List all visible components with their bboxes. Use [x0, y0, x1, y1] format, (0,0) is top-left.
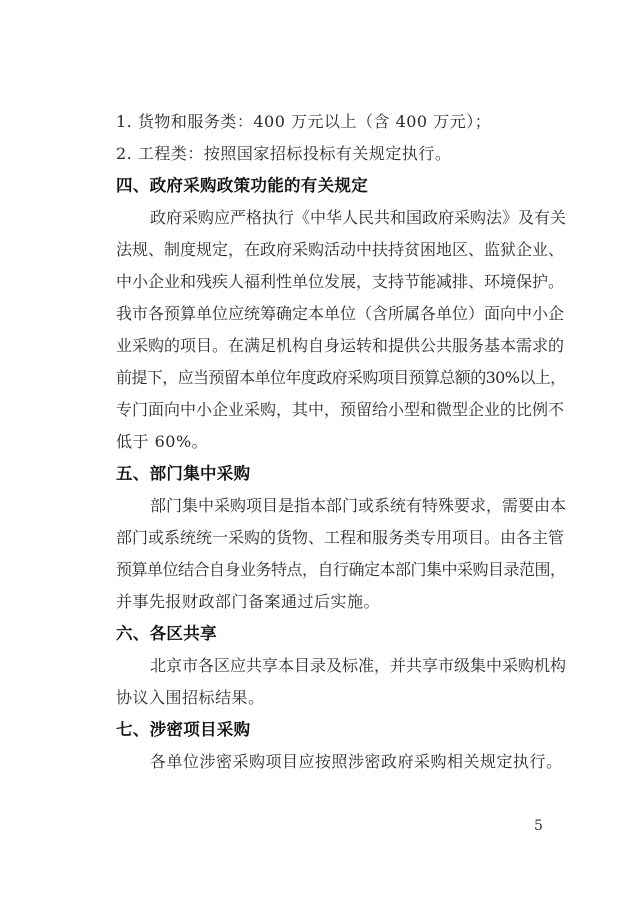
paragraph-line: 我市各预算单位应统筹确定本单位（含所属各单位）面向中小企 [116, 304, 565, 323]
document-body [116, 106, 566, 778]
paragraph-line: 法规、制度规定，在政府采购活动中扶持贫困地区、监狱企业、 [116, 240, 565, 259]
paragraph-line: 并事先报财政部门备案通过后实施。 [116, 592, 381, 611]
paragraph-line: 政府采购应严格执行《中华人民共和国政府采购法》及有关 [150, 208, 567, 227]
paragraph-line: 低于 60%。 [116, 432, 209, 451]
list-item-goods-services: 1. 货物和服务类：400 万元以上（含 400 万元）； [116, 112, 492, 131]
paragraph-line: 北京市各区应共享本目录及标准，并共享市级集中采购机构 [150, 656, 567, 675]
page-number: 5 [534, 818, 543, 834]
paragraph-line: 部门集中采购项目是指本部门或系统有特殊要求，需要由本 [150, 496, 567, 515]
paragraph-line: 部门或系统统一采购的货物、工程和服务类专用项目。由各主管 [116, 528, 565, 547]
paragraph-line: 专门面向中小企业采购，其中，预留给小型和微型企业的比例不 [116, 400, 565, 419]
list-item-engineering: 2. 工程类：按照国家招标投标有关规定执行。 [116, 144, 452, 163]
paragraph-line: 各单位涉密采购项目应按照涉密政府采购相关规定执行。 [150, 752, 563, 771]
paragraph-line: 预算单位结合自身业务特点，自行确定本部门集中采购目录范围， [116, 560, 566, 579]
section-heading-policy-functions: 四、政府采购政策功能的有关规定 [116, 176, 368, 195]
section-heading-department-procurement: 五、部门集中采购 [116, 464, 251, 483]
paragraph-line: 前提下，应当预留本单位年度政府采购项目预算总额的30%以上， [116, 368, 566, 387]
section-heading-classified-procurement: 七、涉密项目采购 [116, 720, 251, 739]
paragraph-line: 中小企业和残疾人福利性单位发展，支持节能减排、环境保护。 [116, 272, 565, 291]
section-heading-district-sharing: 六、各区共享 [116, 624, 217, 643]
paragraph-line: 协议入围招标结果。 [116, 688, 265, 707]
paragraph-line: 业采购的项目。在满足机构自身运转和提供公共服务基本需求的 [116, 336, 565, 355]
